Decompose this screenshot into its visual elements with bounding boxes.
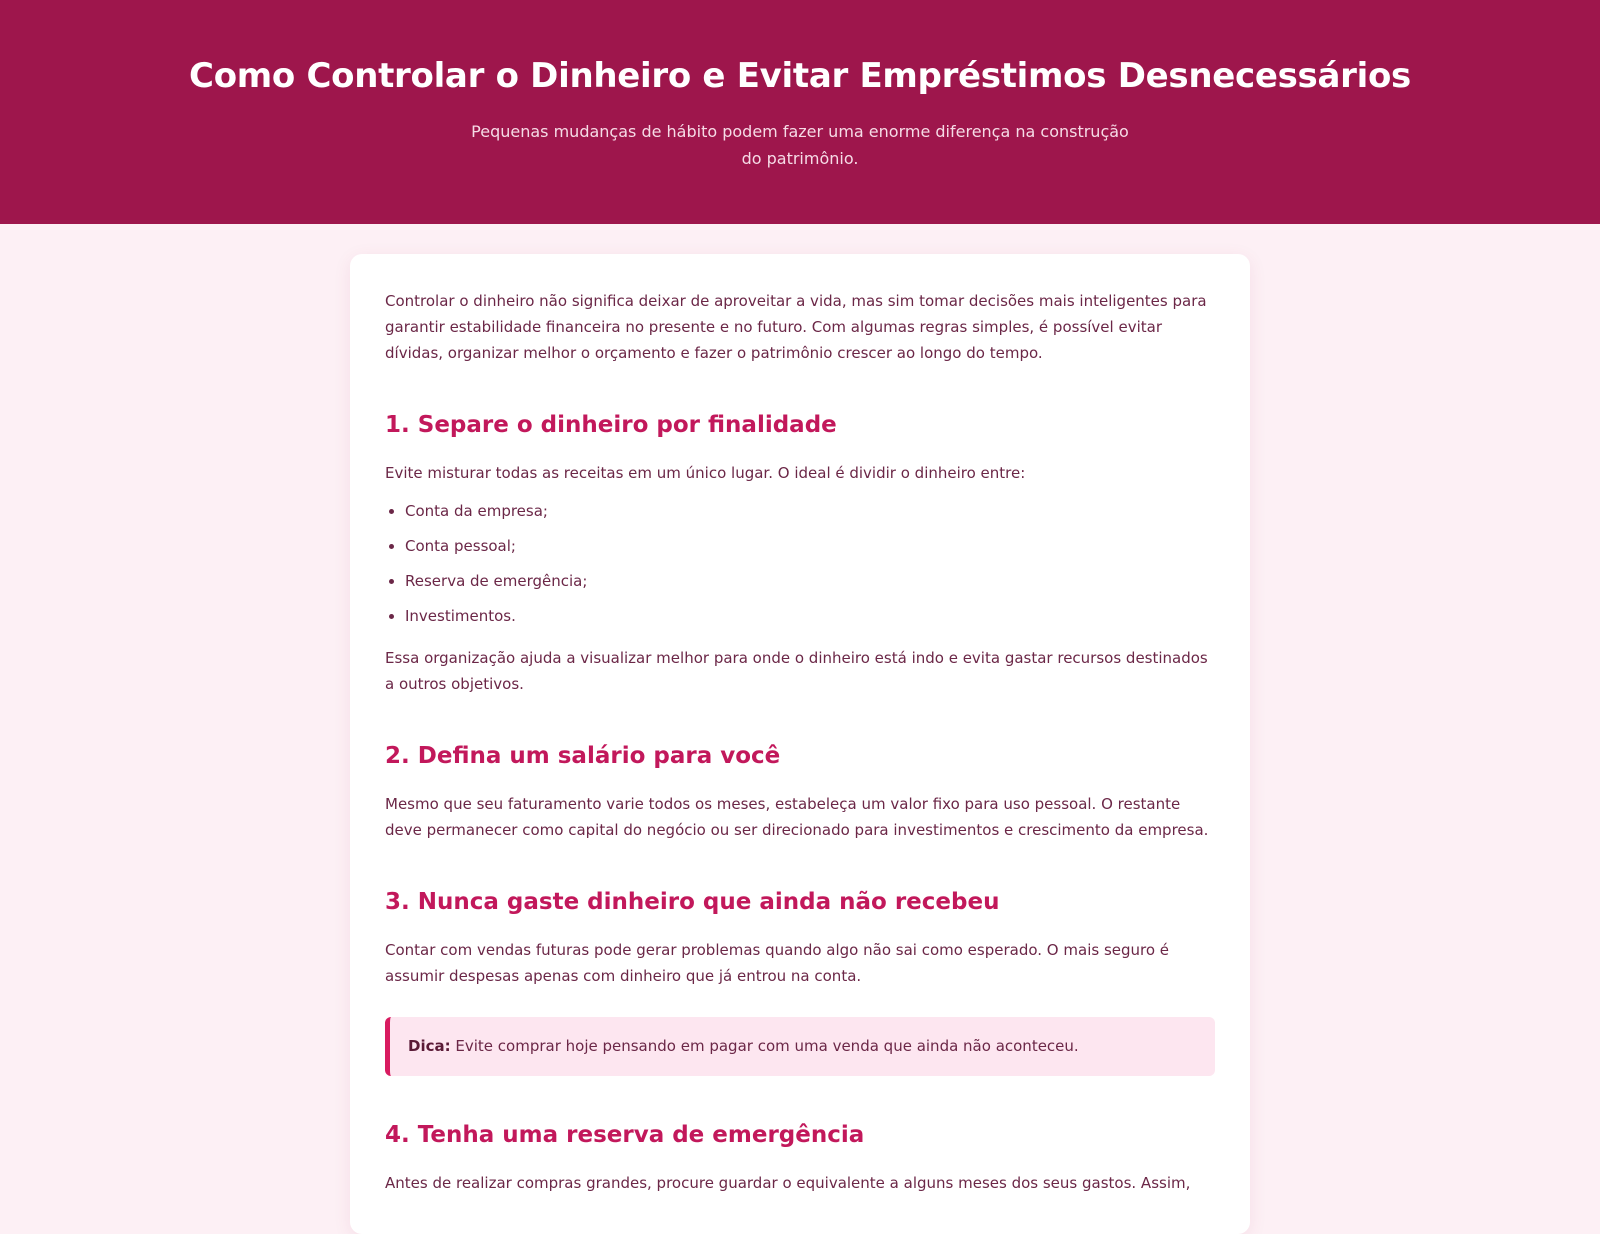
section-emergency-reserve xyxy=(385,1120,1215,1196)
article-card xyxy=(350,254,1250,1234)
tip-label: Dica: xyxy=(408,1037,451,1055)
section-paragraph: Evite misturar todas as receitas em um único lugar. O ideal é dividir o dinheiro entre: xyxy=(385,464,1026,482)
page-subtitle: Pequenas mudanças de hábito podem fazer uma enorme diferença na construção do patrimônio. xyxy=(471,122,1129,168)
section-heading: 2. Defina um salário para você xyxy=(385,743,781,769)
section-paragraph-after: Essa organização ajuda a visualizar melhor para onde o dinheiro está indo e evita gastar recursos destinados a outros objetivos. xyxy=(385,649,1208,693)
list-item: • Investimentos. xyxy=(405,603,1215,629)
list-item: • Conta pessoal; xyxy=(405,533,1215,559)
section-heading: 1. Separe o dinheiro por finalidade xyxy=(385,412,837,438)
purpose-list xyxy=(385,498,1215,629)
list-item: • Conta da empresa; xyxy=(405,498,1215,524)
tip-text: Evite comprar hoje pensando em pagar com uma venda que ainda não aconteceu. xyxy=(455,1037,1079,1055)
section-heading: 4. Tenha uma reserva de emergência xyxy=(385,1122,865,1148)
section-never-spend xyxy=(385,887,1215,1076)
page-title: Como Controlar o Dinheiro e Evitar Empréstimos Desnecessários xyxy=(189,56,1411,96)
list-item: • Reserva de emergência; xyxy=(405,568,1215,594)
page-header xyxy=(0,0,1600,224)
section-paragraph: Antes de realizar compras grandes, procure guardar o equivalente a alguns meses dos seus gastos. Assim, xyxy=(385,1174,1191,1192)
tip-box xyxy=(385,1017,1215,1076)
section-heading: 3. Nunca gaste dinheiro que ainda não recebeu xyxy=(385,889,1000,915)
section-paragraph: Mesmo que seu faturamento varie todos os meses, estabeleça um valor fixo para uso pessoal. O restante deve permanecer como capital do negócio ou ser direcionado para investimentos e crescimento da empresa. xyxy=(385,795,1209,839)
article-intro: Controlar o dinheiro não significa deixar de aproveitar a vida, mas sim tomar decisões mais inteligentes para garantir estabilidade financeira no presente e no futuro. Com algumas regras simples, é possível evitar dívidas, organizar melhor o orçamento e fazer o patrimônio crescer ao longo do tempo. xyxy=(385,292,1207,362)
section-define-salary xyxy=(385,741,1215,843)
section-separate-money xyxy=(385,410,1215,697)
section-paragraph: Contar com vendas futuras pode gerar problemas quando algo não sai como esperado. O mais seguro é assumir despesas apenas com dinheiro que já entrou na conta. xyxy=(385,941,1170,985)
